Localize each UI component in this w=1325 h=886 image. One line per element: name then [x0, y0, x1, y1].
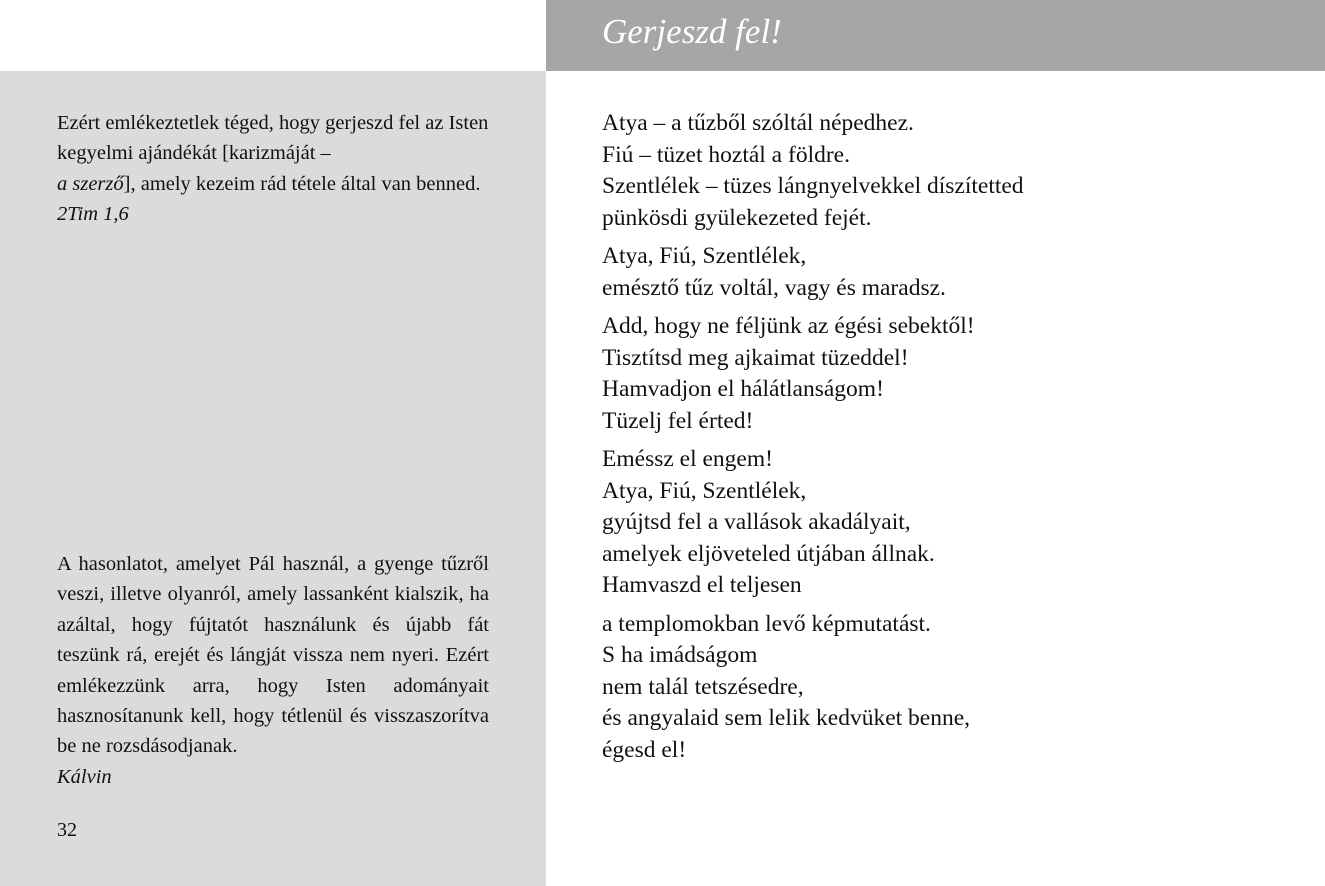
left-top-margin	[0, 0, 546, 71]
poem-line: Atya – a tűzből szóltál népedhez.	[602, 110, 914, 136]
poem-line: emésztő tűz voltál, vagy és maradsz.	[602, 274, 946, 301]
header-bar	[546, 0, 1325, 71]
commentary	[57, 549, 489, 792]
commentary-text: A hasonlatot, amelyet Pál használ, a gyenge tűzről veszi, illetve olyanról, amely lassanként kialszik, ha azáltal, hogy fújtatót használunk és újabb fát teszünk rá, erejét és lángját vissza nem nyeri. Ezért emlékezzünk arra, hogy Isten adományait hasznosítanunk kell, hogy tétlenül és visszaszorítva be ne rozsdásodjanak.	[57, 553, 489, 758]
poem-stanza-4	[602, 444, 1282, 602]
quote-text-part1: Ezért emlékeztetlek téged, hogy gerjeszd fel az Isten kegyelmi ajándékát [karizmáját –	[57, 112, 489, 165]
poem-line: Atya, Fiú, Szentlélek,	[602, 477, 807, 504]
quote-text-italic: a szerző	[57, 172, 124, 195]
poem-stanza-2	[602, 241, 1282, 304]
poem-line: gyújtsd fel a vallások akadályait,	[602, 509, 911, 535]
quote-text-part2: ], amely kezeim rád tétele által van benned.	[123, 172, 481, 195]
poem-line: a templomokban levő képmutatást.	[602, 610, 931, 637]
quote-reference: 2Tim 1,6	[57, 203, 129, 226]
poem-line: Add, hogy ne féljünk az égési sebektől!	[602, 313, 975, 339]
poem-line: Fiú – tüzet hoztál a földre.	[602, 141, 850, 168]
poem-line: S ha imádságom	[602, 642, 758, 668]
poem-stanza-5	[602, 609, 1282, 767]
poem-line: nem talál tetszésedre,	[602, 673, 804, 700]
poem-line: amelyek eljöveteled útjában állnak.	[602, 540, 935, 567]
poem-stanza-1	[602, 108, 1282, 234]
poem-line: és angyalaid sem lelik kedvüket benne,	[602, 705, 971, 731]
poem-line: Hamvaszd el teljesen	[602, 572, 802, 598]
poem-line: Szentlélek – tüzes lángnyelvekkel díszítetted	[602, 173, 1024, 199]
poem-line: Hamvadjon el hálátlanságom!	[602, 376, 884, 402]
poem-line: Tisztítsd meg ajkaimat tüzeddel!	[602, 344, 909, 371]
commentary-author: Kálvin	[57, 765, 112, 788]
poem-line: égesd el!	[602, 736, 687, 763]
poem-line: pünkösdi gyülekezeted fejét.	[602, 204, 872, 231]
poem-line: Tüzelj fel érted!	[602, 407, 754, 434]
poem	[602, 108, 1282, 773]
poem-line: Atya, Fiú, Szentlélek,	[602, 243, 807, 269]
page-number: 32	[57, 819, 77, 841]
poem-stanza-3	[602, 311, 1282, 437]
page-title: Gerjeszd fel!	[602, 12, 782, 51]
bible-quote	[57, 108, 497, 230]
poem-line: Eméssz el engem!	[602, 446, 773, 472]
